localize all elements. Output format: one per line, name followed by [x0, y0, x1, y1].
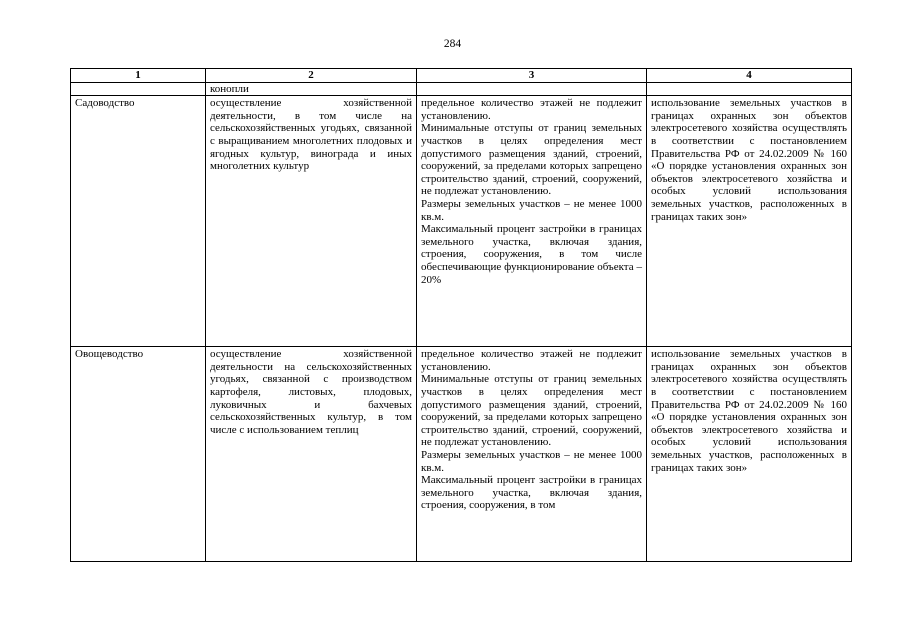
use-type-label: Садоводство: [75, 97, 135, 110]
plot-size-paragraph: Размеры земельных участков – не менее 1000 кв.м.: [421, 197, 642, 223]
restrictions-cell: [647, 82, 852, 96]
restrictions-text: использование земельных участков в границах охранных зон объектов электросетевого хозяйства осуществлять в соответствии с постановлением Правительства РФ от 24.02.2009 № 160 «О порядке установления охранных зон объектов электросетевого хозяйства и особых условий использования земельных участков, расположенных в границах таких зон»: [651, 348, 847, 474]
description-text: осуществление хозяйственной деятельности, в том числе на сельскохозяйственных угодьях, связанной с выращиванием многолетних плодовых и ягодных культур, винограда и иных многолетних культур: [210, 97, 412, 173]
floors-paragraph: предельное количество этажей не подлежит установлению.: [421, 348, 642, 373]
use-type-cell: [71, 347, 206, 562]
use-type-cell: [71, 96, 206, 347]
parameters-cell: [417, 96, 647, 347]
table-row-ovoshchevodstvo: [71, 347, 852, 562]
setbacks-paragraph: Минимальные отступы от границ земельных участков в целях определения мест допустимого размещения зданий, строений, сооружений, за пределами которых запрещено строительство зданий, строений, сооружений, не подлежат установлению.: [421, 122, 642, 198]
parameters-cell: [417, 82, 647, 96]
table-header-row: [71, 69, 852, 83]
page-number: 284: [443, 38, 462, 50]
parameters-cell: [417, 347, 647, 562]
column-header-3: 3: [417, 69, 647, 83]
description-text: конопли: [210, 82, 249, 95]
table-row-sadovodstvo: [71, 96, 852, 347]
coverage-paragraph: Максимальный процент застройки в границах земельного участка, включая здания, строения, сооружения, в том числе обеспечивающие функционирование объекта – 20%: [421, 223, 642, 286]
description-cell: [206, 96, 417, 347]
use-type-cell: [71, 82, 206, 96]
regulations-table: [70, 68, 852, 562]
restrictions-text: использование земельных участков в границах охранных зон объектов электросетевого хозяйства осуществлять в соответствии с постановлением Правительства РФ от 24.02.2009 № 160 «О порядке установления охранных зон объектов электросетевого хозяйства и особых условий использования земельных участков, расположенных в границах таких зон»: [651, 97, 847, 223]
setbacks-paragraph: Минимальные отступы от границ земельных участков в целях определения мест допустимого размещения зданий, строений, сооружений, за пределами которых запрещено строительство зданий, строений, сооружений, не подлежат установлению.: [421, 373, 642, 449]
floors-paragraph: предельное количество этажей не подлежит установлению.: [421, 97, 642, 122]
column-header-4: 4: [647, 69, 852, 83]
description-text: осуществление хозяйственной деятельности на сельскохозяйственных угодьях, связанной с производством картофеля, листовых, плодовых, луковичных и бахчевых сельскохозяйственных культур, в том числе с использованием теплиц: [210, 348, 412, 436]
table-row-continuation: [71, 82, 852, 96]
use-type-label: Овощеводство: [75, 348, 144, 361]
description-cell: [206, 82, 417, 96]
restrictions-cell: [647, 347, 852, 562]
description-cell: [206, 347, 417, 562]
plot-size-paragraph: Размеры земельных участков – не менее 1000 кв.м.: [421, 448, 642, 474]
coverage-paragraph: Максимальный процент застройки в границах земельного участка, включая здания, строения, сооружения, в том: [421, 474, 642, 512]
column-header-1: 1: [71, 69, 206, 83]
restrictions-cell: [647, 96, 852, 347]
column-header-2: 2: [206, 69, 417, 83]
